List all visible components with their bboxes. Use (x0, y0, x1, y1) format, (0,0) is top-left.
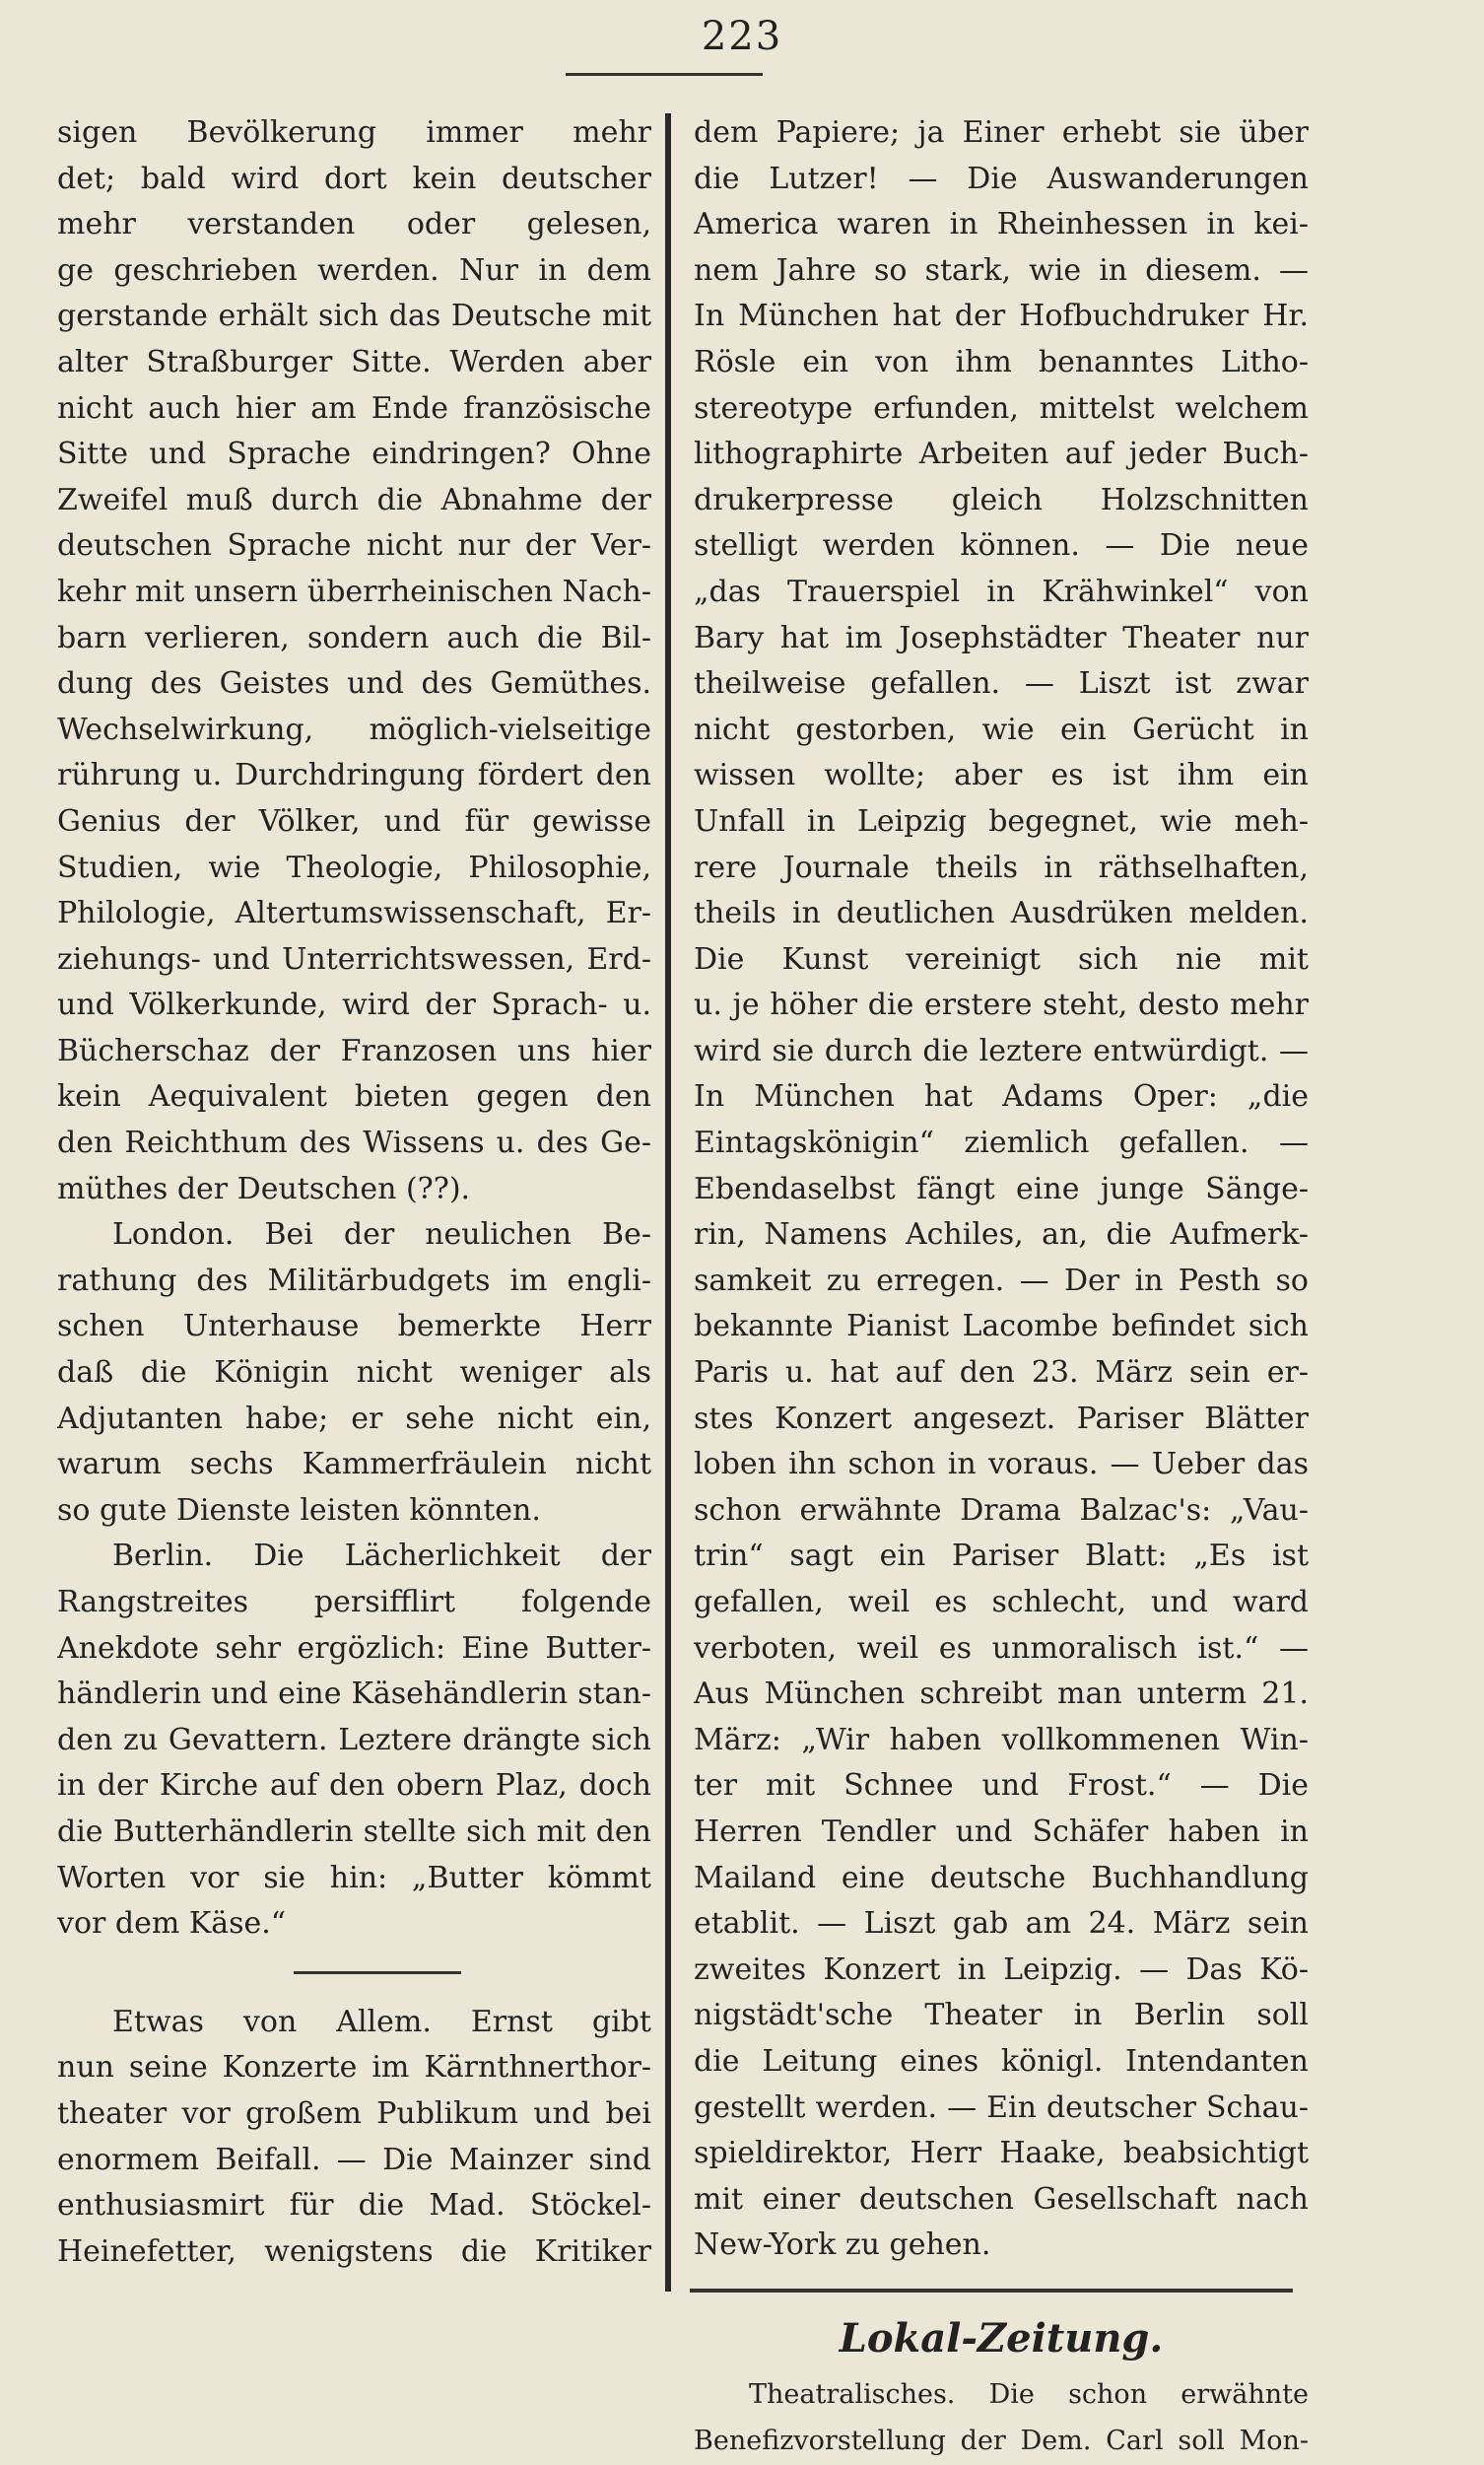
text-line: London. Bei der neulichen Be- (57, 1212, 651, 1259)
text-line: wird sie durch die leztere entwürdigt. — (694, 1029, 1309, 1075)
column-divider (665, 113, 671, 2292)
text-line: gefallen, weil es schlecht, und ward (694, 1580, 1309, 1626)
text-line: Mailand eine deutsche Buchhandlung (694, 1856, 1309, 1902)
text-line: Worten vor sie hin: „Butter kömmt (57, 1856, 651, 1902)
strasbourg-article (57, 110, 651, 1212)
text-line: Rangstreites persifflirt folgende (57, 1580, 651, 1626)
text-line: ter mit Schnee und Frost.“ — Die (694, 1763, 1309, 1810)
text-line: händlerin und eine Käsehändlerin stan- (57, 1672, 651, 1718)
text-line: nigstädt'sche Theater in Berlin soll (694, 1993, 1309, 2039)
text-line: mehr verstanden oder gelesen, (57, 202, 651, 248)
text-line: schon erwähnte Drama Balzac's: „Vau- (694, 1488, 1309, 1535)
page-number: 223 (0, 14, 1484, 59)
text-line: ge geschrieben werden. Nur in dem (57, 248, 651, 295)
text-line: u. je höher die erstere steht, desto mehr (694, 983, 1309, 1029)
text-line: den Reichthum des Wissens u. des Ge- (57, 1121, 651, 1167)
text-line: stes Konzert angesezt. Pariser Blätter (694, 1397, 1309, 1443)
left-column (57, 110, 651, 2275)
text-line: loben ihn schon in voraus. — Ueber das (694, 1442, 1309, 1488)
text-line: drukerpresse gleich Holzschnitten (694, 478, 1309, 524)
text-line: alter Straßburger Sitte. Werden aber (57, 340, 651, 386)
text-line: Benefizvorstellung der Dem. Carl soll Mon- (694, 2420, 1309, 2465)
text-line: New-York zu gehen. (694, 2223, 1309, 2269)
text-line: Philologie, Altertumswissenschaft, Er- (57, 891, 651, 937)
text-line: Die Kunst vereinigt sich nie mit (694, 937, 1309, 984)
text-line: lithographirte Arbeiten auf jeder Buch- (694, 432, 1309, 478)
text-line: kehr mit unsern überrheinischen Nach- (57, 570, 651, 616)
text-line: Adjutanten habe; er sehe nicht ein, (57, 1397, 651, 1443)
text-line: nem Jahre so stark, wie in diesem. — (694, 248, 1309, 295)
text-line: stereotype erfunden, mittelst welchem (694, 386, 1309, 433)
text-line: Berlin. Die Lächerlichkeit der (57, 1534, 651, 1580)
text-line: zweites Konzert in Leipzig. — Das Kö- (694, 1948, 1309, 1994)
text-line: rin, Namens Achiles, an, die Aufmerk- (694, 1212, 1309, 1259)
etwas-von-allem-article (57, 2000, 651, 2276)
text-line: ziehungs- und Unterrichtswessen, Erd- (57, 937, 651, 984)
text-line: warum sechs Kammerfräulein nicht (57, 1442, 651, 1488)
text-line: „das Trauerspiel in Krähwinkel“ von (694, 570, 1309, 616)
text-line: Genius der Völker, und für gewisse (57, 799, 651, 846)
text-line: daß die Königin nicht weniger als (57, 1350, 651, 1397)
text-line: spieldirektor, Herr Haake, beabsichtigt (694, 2131, 1309, 2177)
text-line: verboten, weil es unmoralisch ist.“ — (694, 1626, 1309, 1673)
text-line: und Völkerkunde, wird der Sprach- u. (57, 983, 651, 1029)
text-line: Sitte und Sprache eindringen? Ohne (57, 432, 651, 478)
text-line: theils in deutlichen Ausdrüken melden. (694, 891, 1309, 937)
text-line: trin“ sagt ein Pariser Blatt: „Es ist (694, 1534, 1309, 1580)
text-line: Bücherschaz der Franzosen uns hier (57, 1029, 651, 1075)
text-line: enthusiasmirt für die Mad. Stöckel- (57, 2183, 651, 2229)
text-line: gestellt werden. — Ein deutscher Schau- (694, 2086, 1309, 2132)
text-line: Heinefetter, wenigstens die Kritiker (57, 2229, 651, 2276)
text-line: kein Aequivalent bieten gegen den (57, 1074, 651, 1121)
text-line: rere Journale theils in räthselhaften, (694, 846, 1309, 892)
text-line: Ebendaselbst fängt eine junge Sänge- (694, 1167, 1309, 1213)
text-line: det; bald wird dort kein deutscher (57, 157, 651, 203)
article-separator (294, 1971, 461, 1974)
text-line: die Butterhändlerin stellte sich mit den (57, 1810, 651, 1856)
text-line: Unfall in Leipzig begegnet, wie meh- (694, 799, 1309, 846)
text-line: Anekdote sehr ergözlich: Eine Butter- (57, 1626, 651, 1673)
text-line: Bary hat im Josephstädter Theater nur (694, 616, 1309, 662)
berlin-article (57, 1534, 651, 1947)
text-line: samkeit zu erregen. — Der in Pesth so (694, 1259, 1309, 1305)
theatre-article (694, 2373, 1309, 2465)
header-rule (566, 73, 763, 76)
london-article (57, 1212, 651, 1534)
text-line: Zweifel muß durch die Abnahme der (57, 478, 651, 524)
text-line: Eintagskönigin“ ziemlich gefallen. — (694, 1121, 1309, 1167)
text-line: etablit. — Liszt gab am 24. März sein (694, 1901, 1309, 1948)
text-line: barn verlieren, sondern auch die Bil- (57, 616, 651, 662)
text-line: Herren Tendler und Schäfer haben in (694, 1810, 1309, 1856)
text-line: In München hat Adams Oper: „die (694, 1074, 1309, 1121)
text-line: den zu Gevattern. Leztere drängte sich (57, 1718, 651, 1764)
text-line: schen Unterhause bemerkte Herr (57, 1304, 651, 1350)
text-line: nicht gestorben, wie ein Gerücht in (694, 708, 1309, 754)
text-line: Rösle ein von ihm benanntes Litho- (694, 340, 1309, 386)
text-line: theater vor großem Publikum und bei (57, 2091, 651, 2138)
text-line: nicht auch hier am Ende französische (57, 386, 651, 433)
text-line: nun seine Konzerte im Kärnthnerthor- (57, 2045, 651, 2091)
text-line: Etwas von Allem. Ernst gibt (57, 2000, 651, 2046)
text-line: dem Papiere; ja Einer erhebt sie über (694, 110, 1309, 157)
text-line: mit einer deutschen Gesellschaft nach (694, 2177, 1309, 2224)
text-line: In München hat der Hofbuchdruker Hr. (694, 294, 1309, 340)
text-line: theilweise gefallen. — Liszt ist zwar (694, 661, 1309, 708)
text-line: Aus München schreibt man unterm 21. (694, 1672, 1309, 1718)
text-line: März: „Wir haben vollkommenen Win- (694, 1718, 1309, 1764)
text-line: gerstande erhält sich das Deutsche mit (57, 294, 651, 340)
text-line: die Lutzer! — Die Auswanderungen (694, 157, 1309, 203)
text-line: in der Kirche auf den obern Plaz, doch (57, 1763, 651, 1810)
text-line: enormem Beifall. — Die Mainzer sind (57, 2138, 651, 2184)
text-line: so gute Dienste leisten könnten. (57, 1488, 651, 1535)
section-rule (690, 2289, 1293, 2293)
text-line: America waren in Rheinhessen in kei- (694, 202, 1309, 248)
text-line: stelligt werden können. — Die neue (694, 523, 1309, 570)
news-continued (694, 110, 1309, 2269)
text-line: vor dem Käse.“ (57, 1901, 651, 1948)
text-line: müthes der Deutschen (??). (57, 1167, 651, 1213)
text-line: Studien, wie Theologie, Philosophie, (57, 846, 651, 892)
right-column (694, 110, 1309, 2465)
section-title: Lokal-Zeitung. (694, 2304, 1309, 2373)
text-line: Wechselwirkung, möglich-vielseitige (57, 708, 651, 754)
text-line: rührung u. Durchdringung fördert den (57, 753, 651, 799)
text-line: wissen wollte; aber es ist ihm ein (694, 753, 1309, 799)
text-line: rathung des Militärbudgets im engli- (57, 1259, 651, 1305)
text-line: sigen Bevölkerung immer mehr (57, 110, 651, 157)
text-line: Paris u. hat auf den 23. März sein er- (694, 1350, 1309, 1397)
text-line: dung des Geistes und des Gemüthes. (57, 661, 651, 708)
text-line: bekannte Pianist Lacombe befindet sich (694, 1304, 1309, 1350)
text-line: Theatralisches. Die schon erwähnte (694, 2373, 1309, 2420)
text-line: deutschen Sprache nicht nur der Ver- (57, 523, 651, 570)
text-line: die Leitung eines königl. Intendanten (694, 2039, 1309, 2086)
